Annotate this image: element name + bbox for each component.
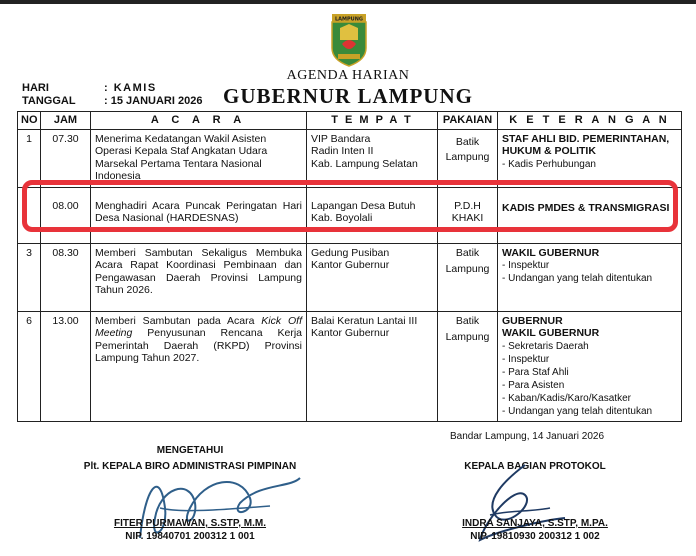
place-date: Bandar Lampung, 14 Januari 2026 — [450, 431, 605, 442]
row-pakaian — [438, 243, 498, 311]
col-keterangan: K E T E R A N G A N — [498, 112, 682, 130]
pakaian-line: Lampung — [445, 331, 490, 343]
pakaian-line: Batik — [455, 314, 480, 327]
agenda-title: AGENDA HARIAN — [286, 68, 410, 83]
right-signer-nip: NIP. 19810930 200312 1 002 — [470, 531, 600, 542]
ket-bold-line: HUKUM & POLITIK — [502, 145, 596, 157]
pakaian-line: KHAKI — [451, 212, 484, 224]
pakaian-line: Batik — [455, 246, 480, 259]
svg-text:LAMPUNG: LAMPUNG — [334, 16, 364, 23]
ket-bold-line: KADIS PMDES & TRANSMIGRASI — [502, 201, 670, 214]
row-jam: 08.00 — [41, 187, 91, 243]
col-jam: JAM — [41, 112, 91, 130]
row-keterangan — [498, 243, 682, 311]
tempat-line: Kantor Gubernur — [311, 327, 390, 339]
ket-bold-line: STAF AHLI BID. PEMERINTAHAN, — [502, 132, 670, 145]
row-acara — [91, 311, 307, 421]
tempat-line: VIP Bandara — [311, 132, 371, 145]
row-tempat — [307, 243, 438, 311]
highlight-box — [22, 180, 678, 232]
ket-item: - Para Asisten — [502, 379, 565, 391]
top-border-line — [0, 0, 696, 4]
ket-item: - Inspektur — [502, 353, 550, 365]
row-acara: Memberi Sambutan Sekaligus Membuka Acara Rapat Koordinasi Pembinaan dan Pengawasan Daerah Provinsi Lampung Tahun 2026. — [91, 243, 307, 311]
row-jam: 07.30 — [41, 129, 91, 187]
agenda-table — [17, 111, 682, 422]
ket-item: - Inspektur — [502, 260, 550, 271]
ket-item: - Sekretaris Daerah — [502, 340, 589, 352]
left-title-1: MENGETAHUI — [156, 445, 224, 456]
row-tempat — [307, 311, 438, 421]
row-acara — [91, 129, 307, 187]
left-signer-nip: NIP. 19840701 200312 1 001 — [125, 531, 255, 542]
table-row — [18, 129, 682, 187]
table-header-row — [18, 112, 682, 130]
day-label: HARI — [22, 82, 49, 94]
pakaian-line: Lampung — [445, 263, 490, 275]
lampung-emblem-icon — [326, 14, 372, 68]
day-value: : KAMIS — [104, 82, 157, 94]
row-pakaian — [438, 311, 498, 421]
pakaian-line: P.D.H — [454, 199, 481, 212]
left-signer-name: FITER PURMAWAN, S.STP, M.M. — [113, 518, 267, 529]
col-pakaian: PAKAIAN — [438, 112, 498, 130]
row-jam: 13.00 — [41, 311, 91, 421]
tempat-line: Balai Keratun Lantai III — [311, 314, 418, 327]
tempat-line: Kab. Boyolali — [311, 212, 373, 224]
row-tempat — [307, 129, 438, 187]
table-row — [18, 311, 682, 421]
ket-bold-line: WAKIL GUBERNUR — [502, 327, 600, 339]
tempat-line: Radin Inten II — [311, 145, 374, 157]
ket-bold-line: GUBERNUR — [502, 314, 563, 327]
acara-text-post: Penyusunan Rencana Kerja Pemerintah Daerah (RKPD) Provinsi Lampung Tahun 2027. — [95, 327, 302, 364]
row-keterangan — [498, 129, 682, 187]
ket-item: - Kaban/Kadis/Karo/Kasatker — [502, 392, 631, 404]
row-jam: 08.30 — [41, 243, 91, 311]
acara-text-pre: Memberi Sambutan pada Acara — [95, 314, 262, 327]
row-keterangan — [498, 311, 682, 421]
right-title: KEPALA BAGIAN PROTOKOL — [464, 461, 606, 472]
row-pakaian — [438, 129, 498, 187]
ket-item: - Para Staf Ahli — [502, 366, 569, 378]
right-signer-name: INDRA SANJAYA, S.STP, M.PA. — [462, 518, 608, 529]
col-no: NO — [18, 112, 41, 130]
date-value: : 15 JANUARI 2026 — [104, 95, 203, 107]
left-title-2: Plt. KEPALA BIRO ADMINISTRASI PIMPINAN — [83, 461, 297, 472]
ket-item: - Undangan yang telah ditentukan — [502, 405, 653, 417]
ket-item: - Undangan yang telah ditentukan — [502, 273, 653, 284]
governor-title: GUBERNUR LAMPUNG — [223, 84, 473, 108]
tempat-line: Kantor Gubernur — [311, 259, 390, 271]
ket-bold-line: WAKIL GUBERNUR — [502, 246, 600, 259]
row-no: 3 — [18, 243, 41, 311]
tempat-line: Gedung Pusiban — [311, 246, 390, 259]
date-label: TANGGAL — [22, 95, 76, 107]
pakaian-line: Lampung — [445, 151, 490, 163]
ket-item: - Kadis Perhubungan — [502, 158, 596, 170]
row-no: 1 — [18, 129, 41, 187]
pakaian-line: Batik — [455, 135, 480, 148]
tempat-line: Lapangan Desa Butuh — [311, 199, 416, 212]
row-acara: Menghadiri Acara Puncak Peringatan Hari Desa Nasional (HARDESNAS) — [91, 187, 307, 243]
acara-text-italic: Kick Off Meeting — [95, 314, 302, 339]
tempat-line: Kab. Lampung Selatan — [311, 157, 418, 170]
col-acara: A C A R A — [91, 112, 307, 130]
col-tempat: T E M P A T — [307, 112, 438, 130]
table-row — [18, 243, 682, 311]
row-no: 6 — [18, 311, 41, 421]
row-acara-text: Menerima Kedatangan Wakil Asisten Operasi Kepala Staf Angkatan Udara Marsekal Pertama Tentara Nasional Indonesia — [95, 132, 268, 182]
